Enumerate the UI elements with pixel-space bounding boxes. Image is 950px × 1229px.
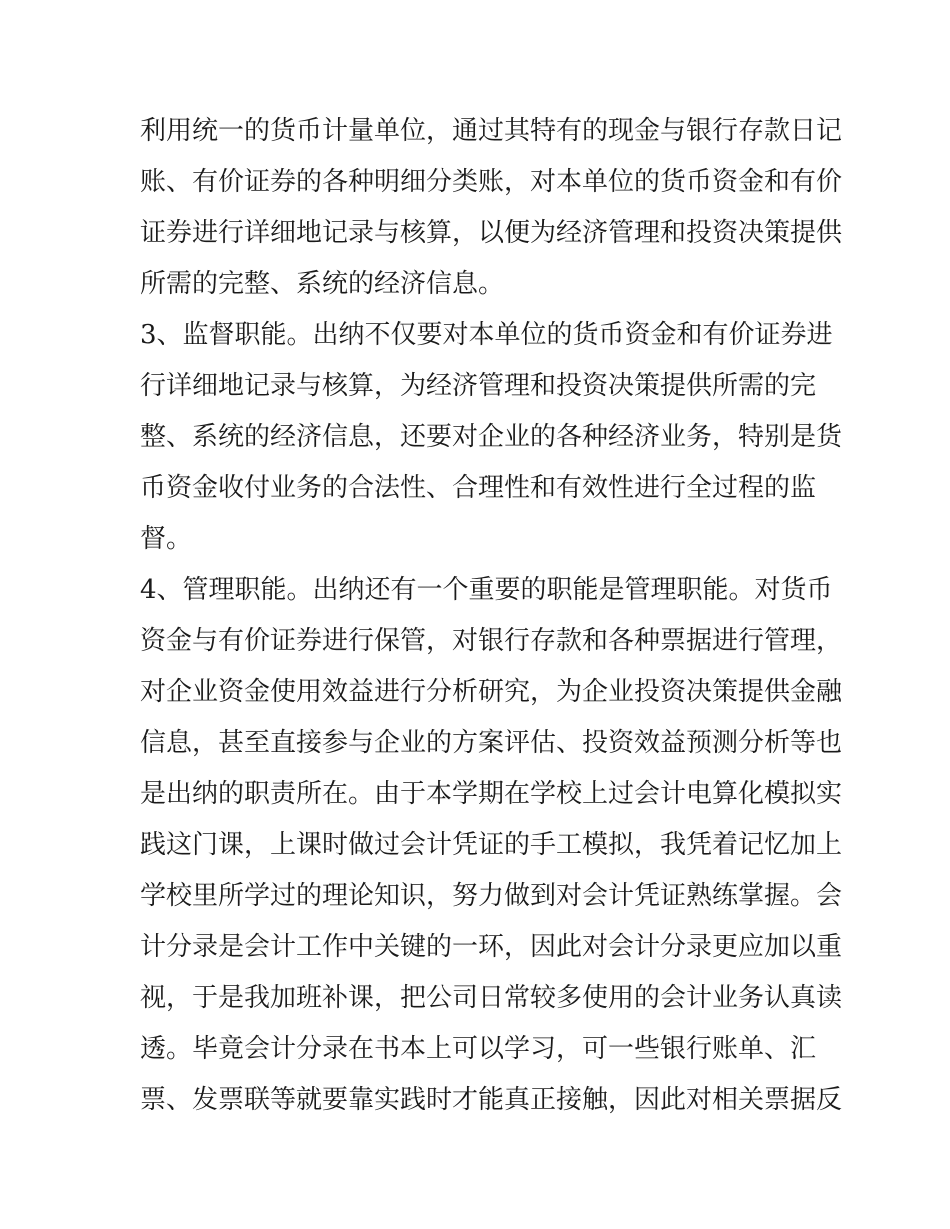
text-line: 行详细地记录与核算，为经济管理和投资决策提供所需的完 [140, 371, 817, 401]
text-line: 学校里所学过的理论知识，努力做到对会计凭证熟练掌握。会 [140, 881, 843, 911]
text-line: 账、有价证券的各种明细分类账，对本单位的货币资金和有价 [140, 167, 843, 197]
text-line: 视，于是我加班补课，把公司日常较多使用的会计业务认真读 [140, 983, 843, 1013]
text-line: 证券进行详细地记录与核算，以便为经济管理和投资决策提供 [140, 218, 843, 248]
text-line: 践这门课，上课时做过会计凭证的手工模拟，我凭着记忆加上 [140, 830, 843, 860]
text-line: 所需的完整、系统的经济信息。 [140, 269, 505, 299]
body-text [140, 106, 843, 1126]
text-line: 督。 [140, 524, 193, 554]
text-line: 对企业资金使用效益进行分析研究，为企业投资决策提供金融 [140, 677, 843, 707]
text-line: 币资金收付业务的合法性、合理性和有效性进行全过程的监 [140, 473, 817, 503]
text-line: 资金与有价证券进行保管，对银行存款和各种票据进行管理， [140, 626, 843, 656]
text-line: 透。毕竟会计分录在书本上可以学习，可一些银行账单、汇 [140, 1034, 817, 1064]
text-line: 3、监督职能。出纳不仅要对本单位的货币资金和有价证券进 [140, 320, 833, 350]
text-line: 4、管理职能。出纳还有一个重要的职能是管理职能。对货币 [140, 575, 833, 605]
text-line: 利用统一的货币计量单位，通过其特有的现金与银行存款日记 [140, 116, 843, 146]
text-line: 信息，甚至直接参与企业的方案评估、投资效益预测分析等也 [140, 728, 843, 758]
text-line: 整、系统的经济信息，还要对企业的各种经济业务，特别是货 [140, 422, 843, 452]
text-line: 计分录是会计工作中关键的一环，因此对会计分录更应加以重 [140, 932, 843, 962]
text-line: 是出纳的职责所在。由于本学期在学校上过会计电算化模拟实 [140, 779, 843, 809]
text-line: 票、发票联等就要靠实践时才能真正接触，因此对相关票据反 [140, 1085, 843, 1115]
